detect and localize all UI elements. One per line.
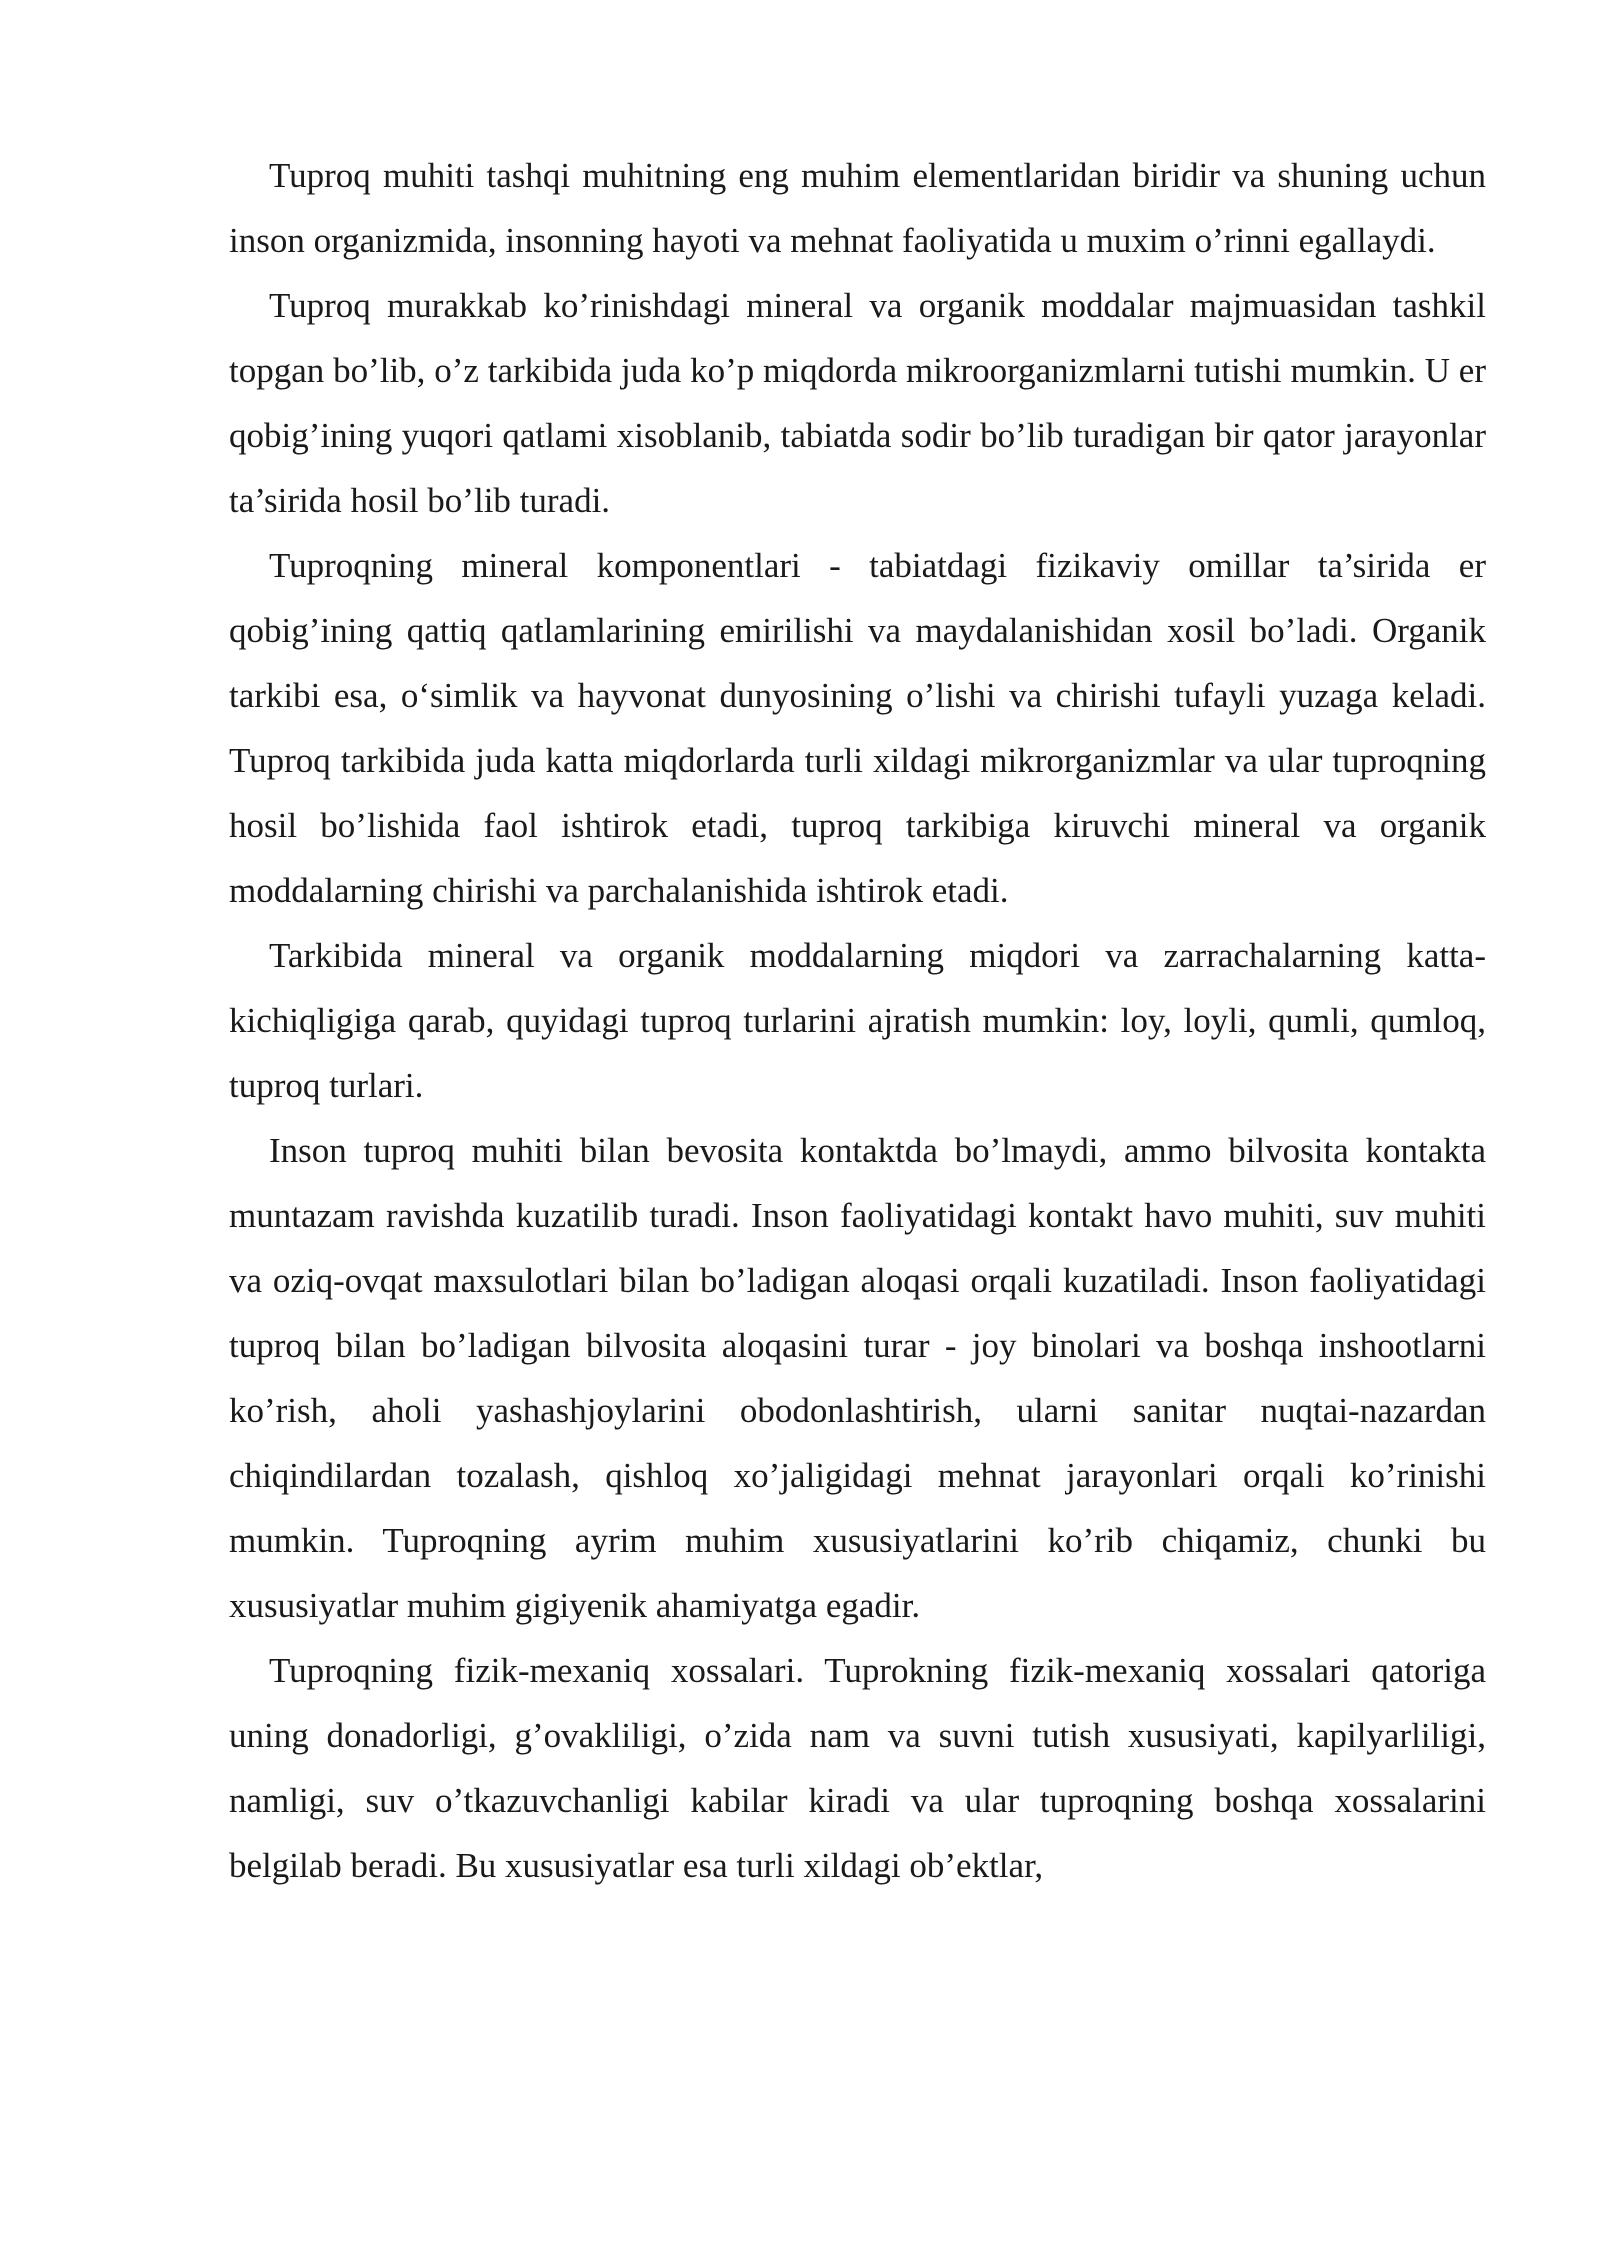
paragraph-1: Tuproq muhiti tashqi muhitning eng muhim elementlaridan biridir va shuning uchun inson organizmida, insonning hayoti va mehnat faoliyatida u muxim o’rinni egallaydi. bbox=[229, 156, 1486, 260]
paragraph-5: Inson tuproq muhiti bilan bevosita kontaktda bo’lmaydi, ammo bilvosita kontakta muntazam ravishda kuzatilib turadi. Inson faoliyatidagi kontakt havo muhiti, suv muhiti va oziq-ovqat maxsulotlari bilan bo’ladigan aloqasi orqali kuzatiladi. Inson faoliyatidagi tuproq bilan bo’ladigan bilvosita aloqasini turar - joy binolari va boshqa inshootlarni ko’rish, aholi yashashjoylarini obodonlashtirish, ularni sanitar nuqtai-nazardan chiqindilardan tozalash, qishloq xo’jaligidagi mehnat jarayonlari orqali ko’rinishi mumkin. Tuproqning ayrim muhim xususiyatlarini ko’rib chiqamiz, chunki bu xususiyatlar muhim gigiyenik ahamiyatga egadir. bbox=[229, 1131, 1486, 1625]
paragraph-3: Tuproqning mineral komponentlari - tabiatdagi fizikaviy omillar ta’sirida er qobig’ining qattiq qatlamlarining emirilishi va maydalanishidan xosil bo’ladi. Organik tarkibi esa, o‘simlik va hayvonat dunyosining o’lishi va chirishi tufayli yuzaga keladi. Tuproq tarkibida juda katta miqdorlarda turli xildagi mikrorganizmlar va ular tuproqning hosil bo’lishida faol ishtirok etadi, tuproq tarkibiga kiruvchi mineral va organik moddalarning chirishi va parchalanishida ishtirok etadi. bbox=[229, 546, 1486, 910]
paragraph-4: Tarkibida mineral va organik moddalarning miqdori va zarrachalarning katta-kichiqligiga qarab, quyidagi tuproq turlarini ajratish mumkin: loy, loyli, qumli, qumloq, tuproq turlari. bbox=[229, 936, 1486, 1105]
paragraph-2: Tuproq murakkab ko’rinishdagi mineral va organik moddalar majmuasidan tashkil topgan bo’lib, o’z tarkibida juda ko’p miqdorda mikroorganizmlarni tutishi mumkin. U er qobig’ining yuqori qatlami xisoblanib, tabiatda sodir bo’lib turadigan bir qator jarayonlar ta’sirida hosil bo’lib turadi. bbox=[229, 286, 1486, 520]
body-text bbox=[229, 143, 1486, 1898]
paragraph-6: Tuproqning fizik-mexaniq xossalari. Tuprokning fizik-mexaniq xossalari qatoriga uning donadorligi, g’ovakliligi, o’zida nam va suvni tutish xususiyati, kapilyarliligi, namligi, suv o’tkazuvchanligi kabilar kiradi va ular tuproqning boshqa xossalarini belgilab beradi. Bu xususiyatlar esa turli xildagi ob’ektlar, bbox=[229, 1651, 1486, 1885]
